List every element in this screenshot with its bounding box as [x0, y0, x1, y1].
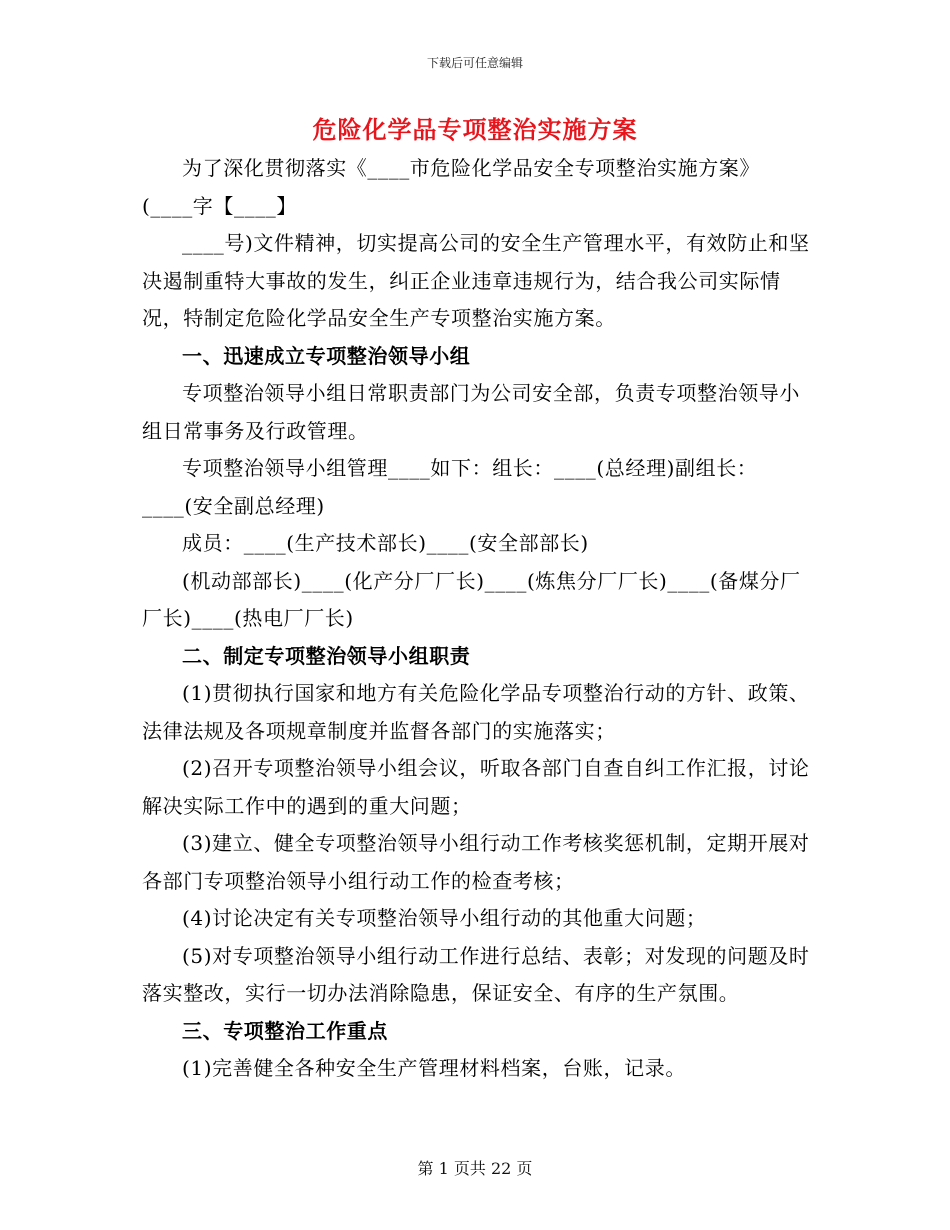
list-item: (1)完善健全各种安全生产管理材料档案，台账，记录。	[182, 1056, 686, 1080]
list-item: (4)讨论决定有关专项整治领导小组行动的其他重大问题；	[182, 906, 707, 930]
list-item: (3)建立、健全专项整治领导小组行动工作考核奖惩机制，定期开展对各部门专项整治领导小组行动工作的检查考核；	[142, 831, 810, 893]
page-footer: 第 1 页共 22 页	[417, 1159, 533, 1178]
paragraph: 专项整治领导小组管理____如下：组长：____(总经理)副组长：____(安全副总经理)	[142, 456, 758, 518]
paragraph: (机动部部长)____(化产分厂厂长)____(炼焦分厂厂长)____(备煤分厂厂长)____(热电厂厂长)	[142, 568, 801, 630]
paragraph: 为了深化贯彻落实《____市危险化学品安全专项整治实施方案》	[182, 156, 760, 180]
section-heading: 二、制定专项整治领导小组职责	[182, 643, 471, 668]
document-body	[142, 150, 810, 1088]
document-title: 危险化学品专项整治实施方案	[312, 115, 638, 144]
header-note: 下载后可任意编辑	[426, 56, 523, 70]
list-item: (1)贯彻执行国家和地方有关危险化学品专项整治行动的方针、政策、法律法规及各项规章制度并监督各部门的实施落实；	[142, 681, 810, 743]
paragraph: ____号)文件精神，切实提高公司的安全生产管理水平，有效防止和坚决遏制重特大事故的发生，纠正企业违章违规行为，结合我公司实际情况，特制定危险化学品安全生产专项整治实施方案。	[142, 231, 810, 330]
list-item: (2)召开专项整治领导小组会议，听取各部门自查自纠工作汇报，讨论解决实际工作中的遇到的重大问题；	[142, 756, 810, 818]
section-heading: 三、专项整治工作重点	[182, 1018, 388, 1043]
list-item: (5)对专项整治领导小组行动工作进行总结、表彰；对发现的问题及时落实整改，实行一切办法消除隐患，保证安全、有序的生产氛围。	[142, 943, 810, 1005]
paragraph: 专项整治领导小组日常职责部门为公司安全部，负责专项整治领导小组日常事务及行政管理。	[142, 381, 800, 443]
section-heading: 一、迅速成立专项整治领导小组	[182, 343, 471, 368]
paragraph: 成员：____(生产技术部长)____(安全部部长)	[182, 531, 589, 555]
paragraph: (____字【____】	[142, 193, 298, 218]
